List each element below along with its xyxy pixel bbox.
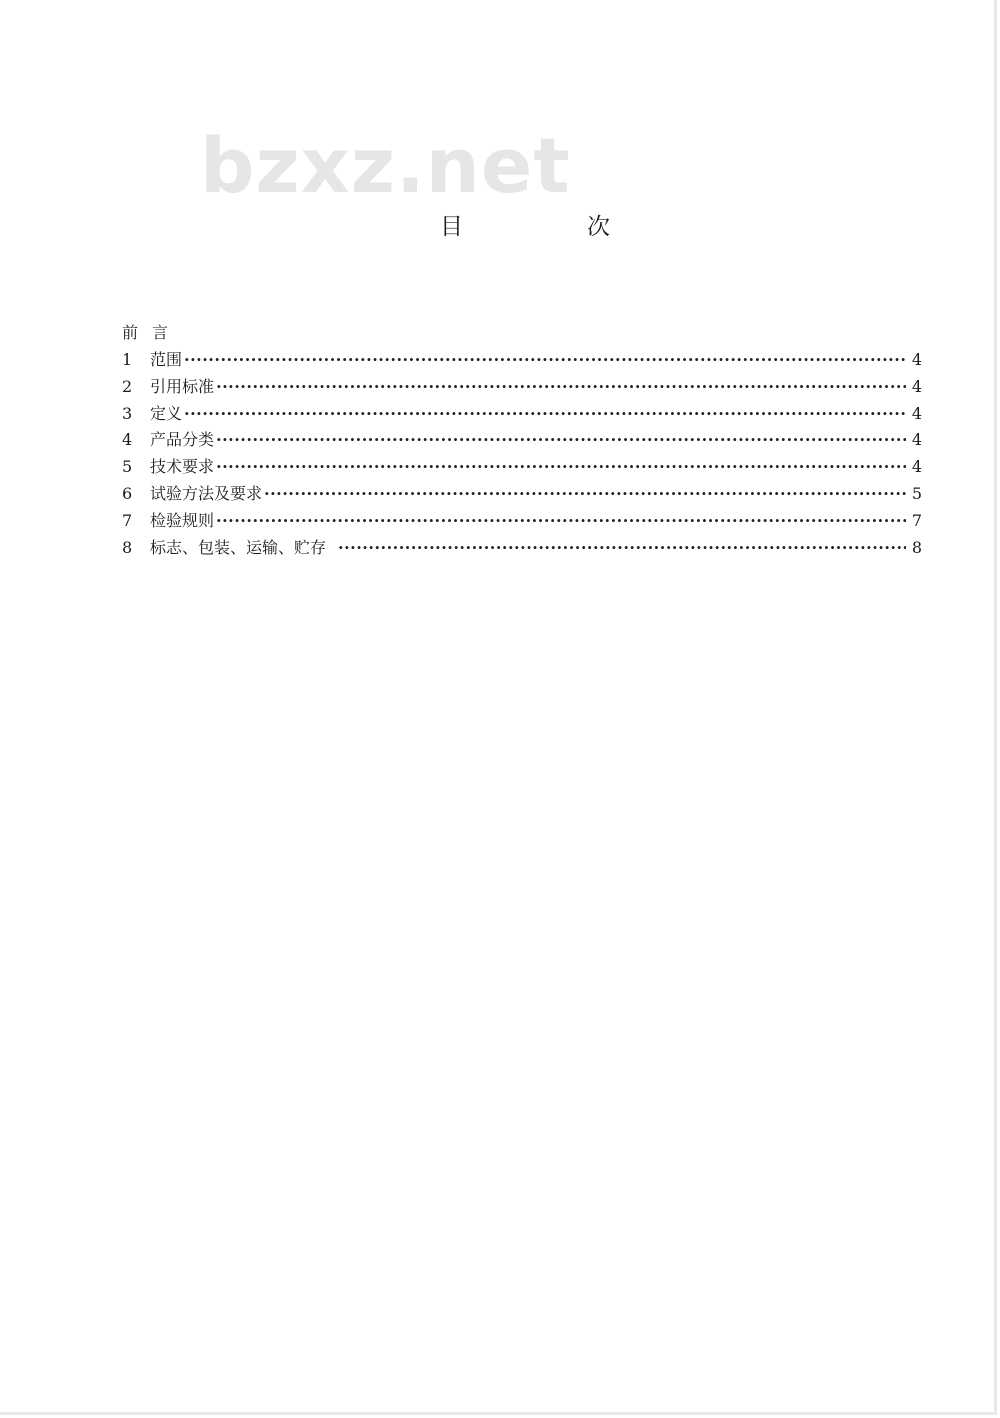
toc-page: 4 xyxy=(911,430,922,450)
toc-label: 范围 xyxy=(150,350,183,369)
toc-number: 7 xyxy=(122,510,133,530)
toc-label: 产品分类 xyxy=(150,430,215,450)
toc-page: 4 xyxy=(911,350,922,369)
toc-page: 8 xyxy=(911,537,922,557)
toc-label: 定义 xyxy=(150,403,183,423)
toc-item[interactable] xyxy=(122,455,922,482)
toc-item[interactable] xyxy=(122,536,922,563)
toc-number: 2 xyxy=(122,376,133,396)
toc-leader xyxy=(216,509,906,533)
toc-number: 5 xyxy=(122,457,133,477)
toc-leader xyxy=(216,455,906,479)
toc-number: 3 xyxy=(122,403,133,423)
toc-label: 引用标准 xyxy=(150,376,215,396)
toc-item[interactable] xyxy=(122,428,922,455)
toc-item[interactable] xyxy=(122,375,922,402)
toc-label: 标志、包装、运输、贮存 xyxy=(150,537,327,557)
toc-leader xyxy=(264,482,906,506)
toc-number: 6 xyxy=(122,483,133,503)
toc-leader xyxy=(184,402,906,426)
title-char: 次 xyxy=(587,214,610,240)
toc-leader xyxy=(216,375,906,399)
title-char: 目 xyxy=(440,214,463,240)
page-title xyxy=(440,212,610,242)
toc-number: 1 xyxy=(122,350,133,369)
toc-page: 4 xyxy=(911,403,922,423)
toc-page: 4 xyxy=(911,376,922,396)
toc-page: 4 xyxy=(911,457,922,477)
toc-page: 7 xyxy=(911,510,922,530)
toc-item[interactable] xyxy=(122,509,922,536)
toc-label: 检验规则 xyxy=(150,510,215,530)
toc-item[interactable] xyxy=(122,402,922,429)
toc-label: 试验方法及要求 xyxy=(150,483,263,503)
table-of-contents xyxy=(122,348,922,562)
toc-item[interactable] xyxy=(122,348,922,375)
toc-leader xyxy=(184,348,906,372)
toc-preface: 前言 xyxy=(122,323,183,342)
toc-leader xyxy=(338,536,906,560)
toc-leader xyxy=(216,428,906,452)
toc-number: 8 xyxy=(122,537,133,557)
toc-number: 4 xyxy=(122,430,133,450)
toc-page: 5 xyxy=(911,483,922,503)
toc-label: 技术要求 xyxy=(150,457,215,477)
watermark: bzxz.net xyxy=(200,121,571,210)
toc-item[interactable] xyxy=(122,482,922,509)
